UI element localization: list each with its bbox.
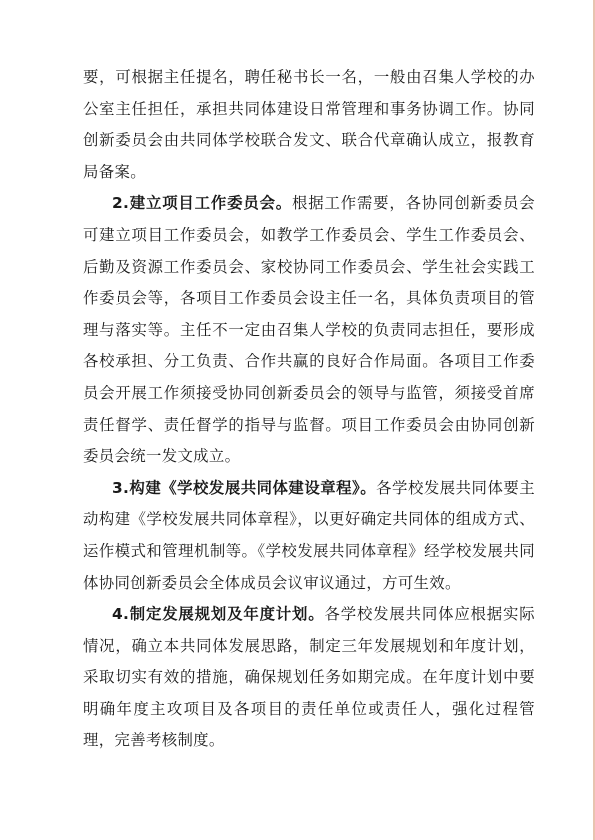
paragraph-heading: 3.构建《学校发展共同体建设章程》。 [112, 478, 377, 497]
document-page [83, 62, 535, 757]
paragraph-body: 要，可根据主任提名，聘任秘书长一名，一般由召集人学校的办公室主任担任，承担共同体建设日常管理和事务协调工作。协同创新委员会由共同体学校联合发文、联合代章确认成立，报教育局备案。 [83, 68, 535, 181]
paragraph-item-4 [83, 599, 535, 757]
paragraph-body: 各学校发展共同体要主动构建《学校发展共同体章程》，以更好确定共同体的组成方式、运作模式和管理机制等。《学校发展共同体章程》经学校发展共同体协同创新委员会全体成员会议审议通过，方可生效。 [83, 478, 535, 592]
paragraph-heading: 2.建立项目工作委员会。 [112, 194, 293, 213]
paragraph-heading: 4.制定发展规划及年度计划。 [112, 605, 325, 624]
paragraph-item-3 [83, 473, 535, 599]
paragraph-body: 根据工作需要，各协同创新委员会可建立项目工作委员会，如教学工作委员会、学生工作委员会、后勤及资源工作委员会、家校协同工作委员会、学生社会实践工作委员会等，各项目工作委员会设主任一名，具体负责项目的管理与落实等。主任不一定由召集人学校的负责同志担任，要形成各校承担、分工负责、合作共赢的良好合作局面。各项目工作委员会开展工作须接受协同创新委员会的领导与监管，须接受首席责任督学、责任督学的指导与监督。项目工作委员会由协同创新委员会统一发文成立。 [83, 194, 535, 466]
paragraph-body: 各学校发展共同体应根据实际情况，确立本共同体发展思路，制定三年发展规划和年度计划，采取切实有效的措施，确保规划任务如期完成。在年度计划中要明确年度主攻项目及各项目的责任单位或责任人，强化过程管理，完善考核制度。 [83, 605, 535, 750]
paragraph-item-2 [83, 188, 535, 472]
paragraph-continuation [83, 62, 535, 188]
